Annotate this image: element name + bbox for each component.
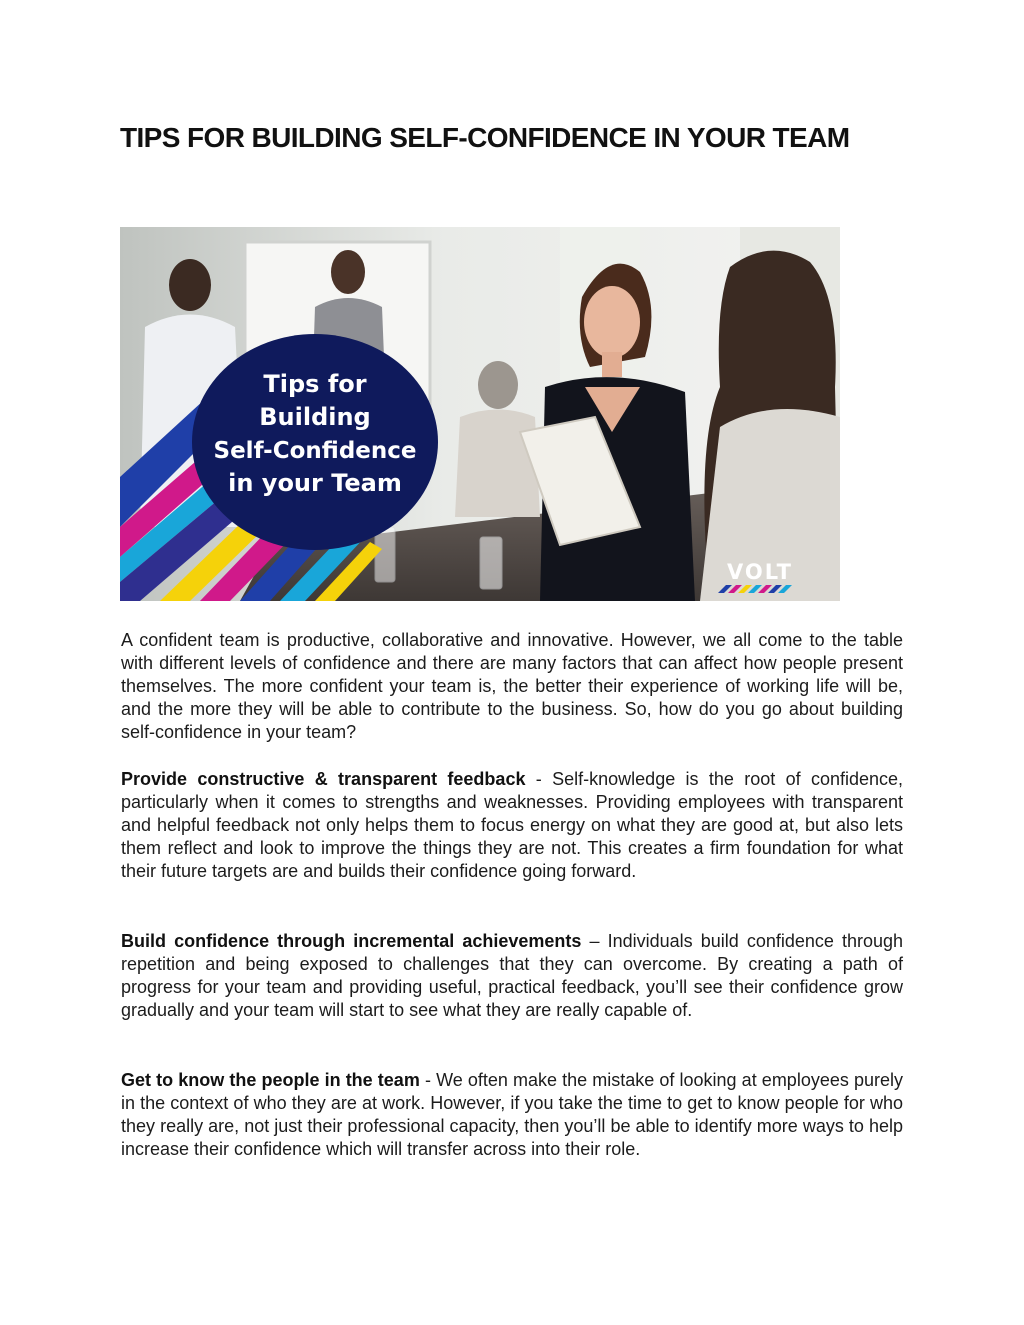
tip-body: We often make the mistake of looking at employees purely in the context of who they are at work. However, if you take the time to get to know people for who they really are, not just their professional capacity, then you’ll be able to identify more ways to help increase their confidence which will transfer across into their role. xyxy=(121,1070,903,1159)
badge-line-2: Building xyxy=(259,403,371,431)
tip-paragraph-incremental xyxy=(121,930,903,1022)
tip-separator: - xyxy=(419,1070,437,1090)
office-photo xyxy=(120,227,840,601)
tip-heading: Build confidence through incremental achievements xyxy=(121,931,582,951)
tip-body: Individuals build confidence through repetition and being exposed to challenges that they can overcome. By creating a path of progress for your team and providing useful, practical feedback, you’ll see their confidence grow gradually and your team will start to see what they are really capable of. xyxy=(121,931,904,1020)
badge-line-4: in your Team xyxy=(228,469,402,497)
tip-separator: – xyxy=(581,931,608,951)
badge-line-1: Tips for xyxy=(263,370,367,398)
intro-paragraph: A confident team is productive, collaborative and innovative. However, we all come to the table with different levels of confidence and there are many factors that can affect how people present themselves. The more confident your team is, the better their experience of working life will be, and the more they will be able to contribute to the business. So, how do you go about building self-confidence in your team? xyxy=(121,630,903,742)
volt-logo-text: VOLT xyxy=(727,560,793,584)
title-badge xyxy=(192,334,438,550)
tip-body: Self-knowledge is the root of confidence, particularly when it comes to strengths and weaknesses. Providing employees with transparent and helpful feedback not only helps them to focus energy on what they are good at, but also lets them reflect and look to improve the things they are not. This creates a firm foundation for what their future targets are and builds their confidence going forward. xyxy=(121,769,904,881)
hero-image xyxy=(120,227,840,601)
tip-paragraph-know-people xyxy=(121,1069,903,1161)
tip-heading: Provide constructive & transparent feedback xyxy=(121,769,526,789)
tip-heading: Get to know the people in the team xyxy=(121,1070,420,1090)
tip-paragraph-feedback xyxy=(121,768,903,883)
badge-line-3: Self-Confidence xyxy=(213,438,417,464)
page-title: TIPS FOR BUILDING SELF-CONFIDENCE IN YOUR TEAM xyxy=(120,122,850,153)
tip-separator: - xyxy=(525,769,553,789)
